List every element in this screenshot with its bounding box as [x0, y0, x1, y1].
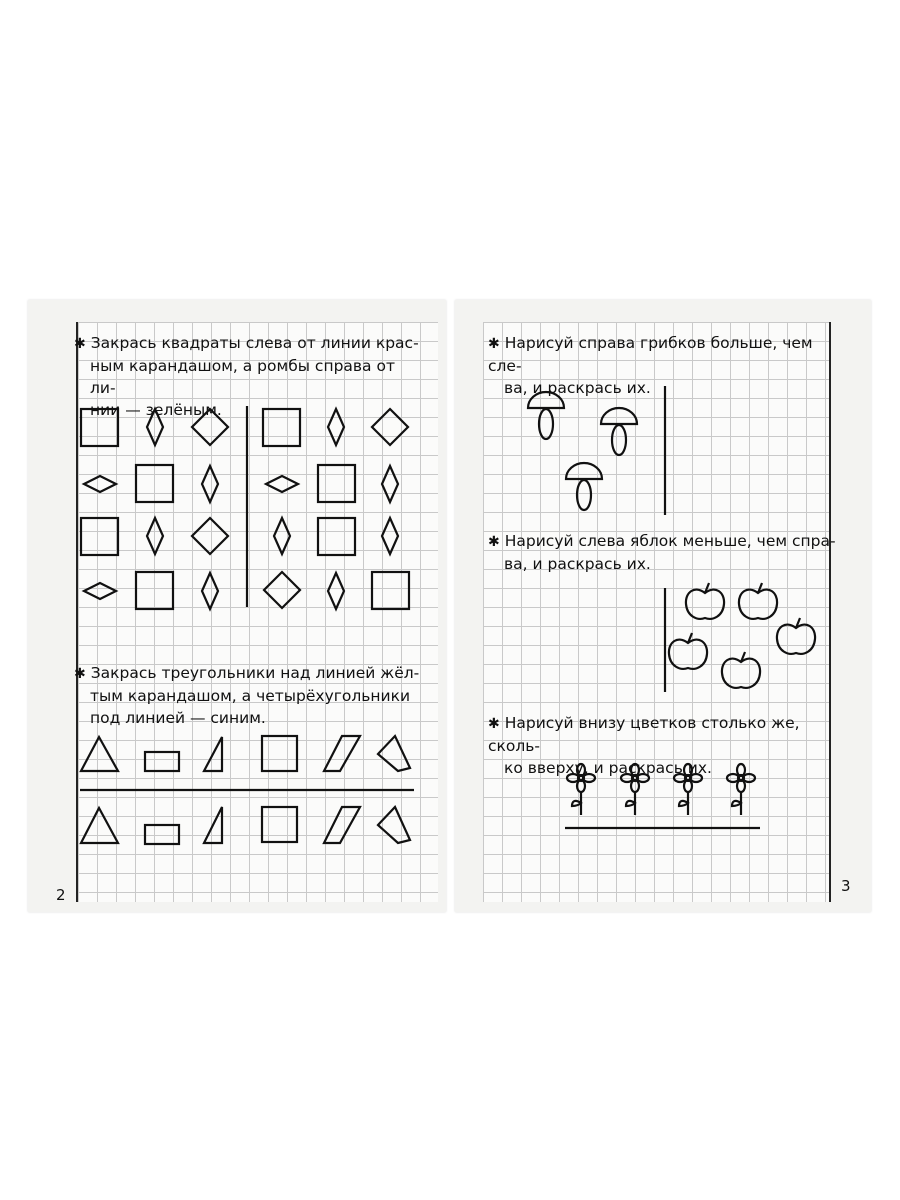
rectangle-shape — [145, 752, 179, 771]
square-shape — [262, 807, 297, 842]
star-bullet-icon: ✱ — [74, 336, 86, 352]
flower-icon — [674, 764, 702, 815]
page-number: 3 — [841, 877, 851, 895]
square-shape — [81, 518, 118, 555]
mushroom-icon — [566, 463, 602, 510]
square-shape — [136, 465, 173, 502]
diamond-shape — [372, 409, 408, 445]
page-number: 2 — [56, 886, 66, 904]
square-shape — [318, 465, 355, 502]
star-bullet-icon: ✱ — [488, 534, 500, 550]
rhombus-shape — [84, 583, 116, 599]
flower-icon — [567, 764, 595, 815]
task-instruction: ✱ Закрась квадраты слева от линии крас- ным карандашом, а ромбы справа от ли- нии — зелёным. — [74, 334, 419, 419]
shapes-above-line — [81, 736, 410, 771]
rhombus-shape — [147, 518, 163, 554]
star-bullet-icon: ✱ — [488, 716, 500, 732]
quadrilateral-shape — [378, 736, 410, 771]
flower-icon — [727, 764, 755, 815]
apple-icon — [777, 618, 815, 654]
apple-icon — [722, 652, 760, 688]
apple-icon — [739, 583, 777, 619]
shape-grid-left — [81, 409, 228, 609]
rhombus-shape — [274, 518, 290, 554]
rhombus-shape — [328, 573, 344, 609]
square-shape — [318, 518, 355, 555]
triangle-shape — [81, 737, 118, 771]
apple-icon — [669, 633, 707, 669]
square-shape — [372, 572, 409, 609]
task-instruction: ✱ Нарисуй внизу цветков столько же, сколь- ко вверху, и раскрась их. — [488, 714, 800, 777]
quadrilateral-shape — [324, 807, 360, 843]
rhombus-shape — [84, 476, 116, 492]
quadrilateral-shape — [378, 807, 410, 843]
square-shape — [81, 409, 118, 446]
task-instruction: ✱ Закрась треугольники над линией жёл- тым карандашом, а четырёхугольники под линией — синим. — [74, 664, 420, 727]
square-shape — [136, 572, 173, 609]
square-shape — [263, 409, 300, 446]
diamond-shape — [264, 572, 300, 608]
mushroom-icon — [528, 392, 564, 439]
diamond-shape — [192, 409, 228, 445]
star-bullet-icon: ✱ — [488, 336, 500, 352]
rhombus-shape — [202, 466, 218, 502]
rhombus-shape — [328, 409, 344, 445]
task-instruction: ✱ Нарисуй слева яблок меньше, чем спра- ва, и раскрась их. — [488, 532, 836, 573]
rectangle-shape — [145, 825, 179, 844]
shape-grid-right — [263, 409, 409, 609]
rhombus-shape — [382, 466, 398, 502]
shapes-below-line — [81, 807, 410, 844]
rhombus-shape — [147, 409, 163, 445]
quadrilateral-shape — [324, 736, 360, 771]
diamond-shape — [192, 518, 228, 554]
star-bullet-icon: ✱ — [74, 666, 86, 682]
rhombus-shape — [382, 518, 398, 554]
square-shape — [262, 736, 297, 771]
triangle-shape — [81, 808, 118, 843]
rhombus-shape — [266, 476, 298, 492]
mushroom-icon — [601, 408, 637, 455]
right-triangle-shape — [204, 737, 222, 771]
apple-icon — [686, 583, 724, 619]
rhombus-shape — [202, 573, 218, 609]
task-instruction: ✱ Нарисуй справа грибков больше, чем сле- ва, и раскрась их. — [488, 334, 813, 397]
flower-icon — [621, 764, 649, 815]
right-triangle-shape — [204, 807, 222, 843]
